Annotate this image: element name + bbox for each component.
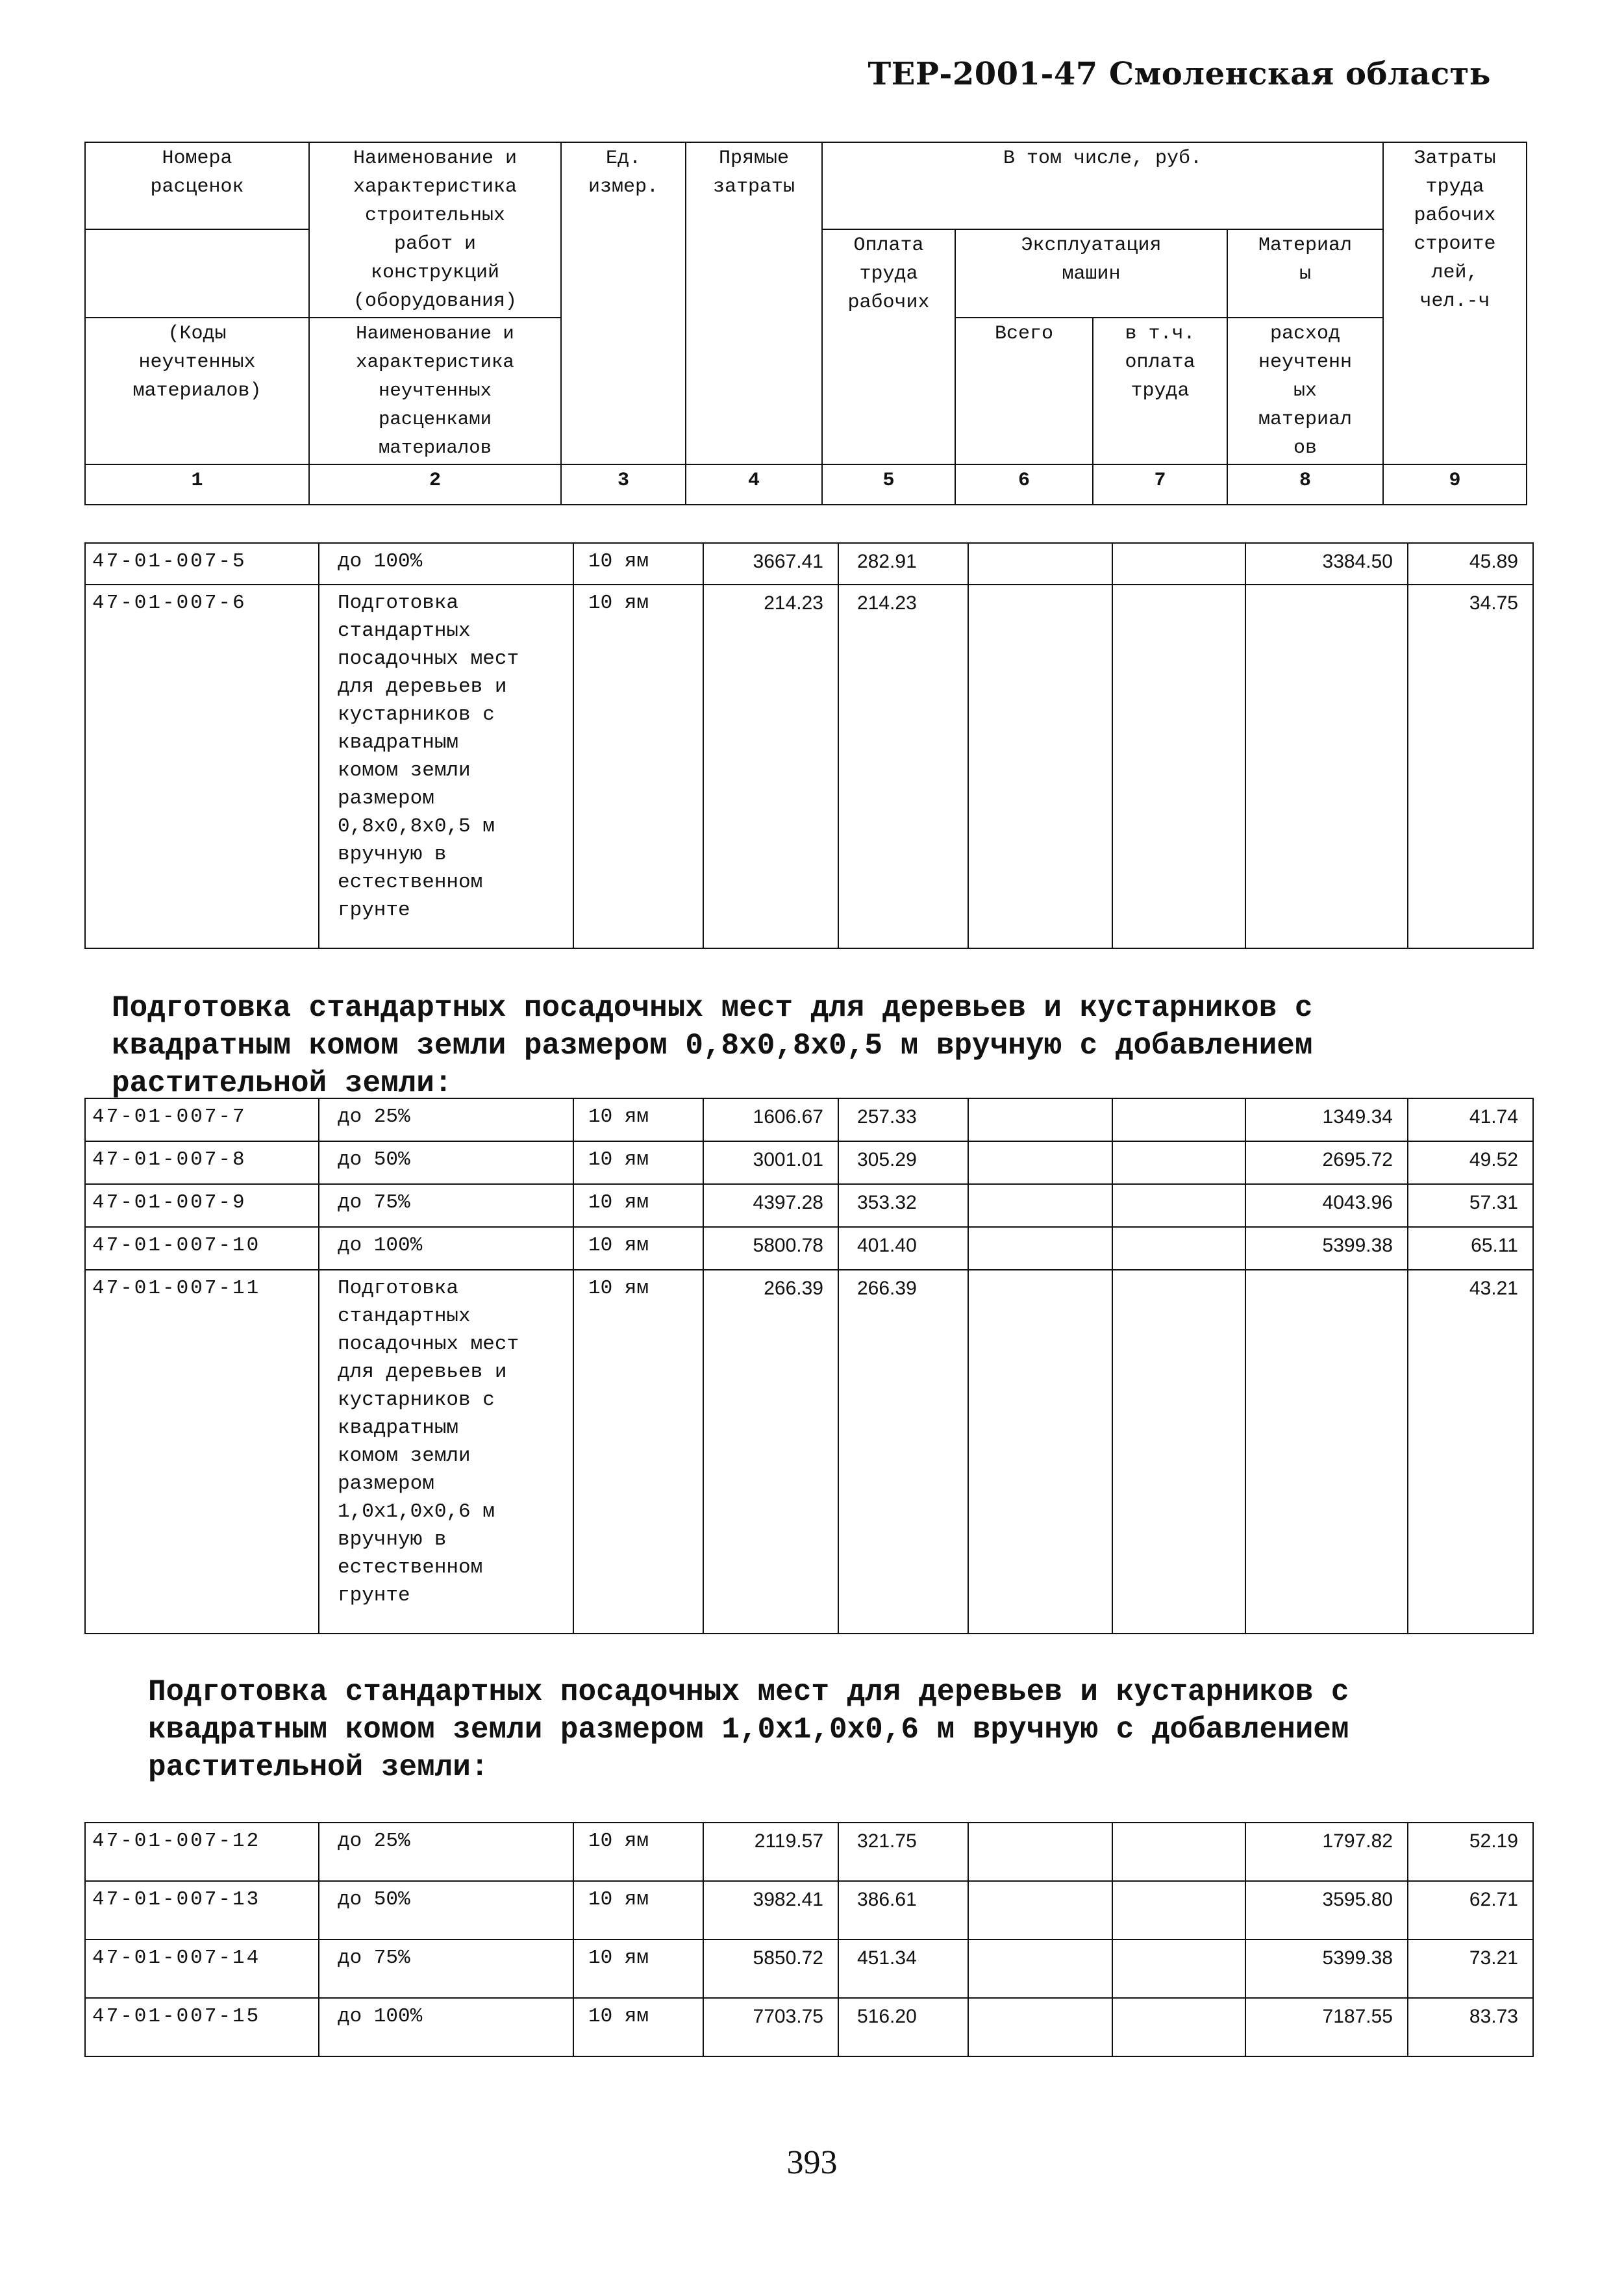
wages: 305.29 xyxy=(838,1141,968,1184)
rate-name: до 50% xyxy=(319,1881,573,1940)
materials: 1797.82 xyxy=(1245,1823,1408,1881)
labor-costs: 49.52 xyxy=(1408,1141,1533,1184)
page-number: 393 xyxy=(786,2144,838,2181)
machines-total xyxy=(968,1098,1112,1141)
rate-unit: 10 ям xyxy=(573,1270,703,1634)
wages: 214.23 xyxy=(838,585,968,948)
column-number: 7 xyxy=(1093,464,1227,505)
header-labor-costs: Затраты труда рабочих строите лей, чел.-ч xyxy=(1383,142,1527,464)
column-number: 4 xyxy=(686,464,822,505)
machines-wages xyxy=(1112,585,1245,948)
column-number: 2 xyxy=(309,464,561,505)
table-row xyxy=(85,1227,1533,1270)
rate-name: до 75% xyxy=(319,1940,573,1998)
direct-costs: 7703.75 xyxy=(703,1998,838,2056)
table-row xyxy=(85,1940,1533,1998)
machines-wages xyxy=(1112,1881,1245,1940)
direct-costs: 5850.72 xyxy=(703,1940,838,1998)
machines-total xyxy=(968,1184,1112,1227)
column-number: 8 xyxy=(1227,464,1383,505)
rate-code: 47-01-007-8 xyxy=(85,1141,319,1184)
machines-wages xyxy=(1112,1141,1245,1184)
rate-code: 47-01-007-7 xyxy=(85,1098,319,1141)
header-material-codes: (Коды неучтенных материалов) xyxy=(85,318,309,464)
rate-unit: 10 ям xyxy=(573,1141,703,1184)
direct-costs: 4397.28 xyxy=(703,1184,838,1227)
direct-costs: 5800.78 xyxy=(703,1227,838,1270)
table-row xyxy=(85,1270,1533,1634)
labor-costs: 73.21 xyxy=(1408,1940,1533,1998)
table-row xyxy=(85,1881,1533,1940)
rate-code: 47-01-007-15 xyxy=(85,1998,319,2056)
labor-costs: 65.11 xyxy=(1408,1227,1533,1270)
column-number: 3 xyxy=(561,464,686,505)
wages: 282.91 xyxy=(838,543,968,585)
materials: 1349.34 xyxy=(1245,1098,1408,1141)
rate-code: 47-01-007-5 xyxy=(85,543,319,585)
wages: 257.33 xyxy=(838,1098,968,1141)
section-heading-1: Подготовка стандартных посадочных мест для деревьев и кустарников с квадратным комом земли размером 0,8х0,8х0,5 м вручную с добавлением растительной земли: xyxy=(112,991,1313,1100)
labor-costs: 34.75 xyxy=(1408,585,1533,948)
machines-wages xyxy=(1112,1227,1245,1270)
rate-name: до 100% xyxy=(319,1998,573,2056)
machines-total xyxy=(968,1940,1112,1998)
rate-unit: 10 ям xyxy=(573,1940,703,1998)
header-material-name: Наименование и характеристика неучтенных расценками материалов xyxy=(309,318,561,464)
rate-name: до 25% xyxy=(319,1098,573,1141)
header-including-group: В том числе, руб. xyxy=(822,142,1383,229)
materials: 7187.55 xyxy=(1245,1998,1408,2056)
rate-name: до 75% xyxy=(319,1184,573,1227)
column-header-table xyxy=(84,142,1527,505)
column-number: 5 xyxy=(822,464,955,505)
rate-unit: 10 ям xyxy=(573,1823,703,1881)
header-direct-costs: Прямые затраты xyxy=(686,142,822,464)
header-materials-consumption: расход неучтенн ых материал ов xyxy=(1227,318,1383,464)
header-unit: Ед. измер. xyxy=(561,142,686,464)
rate-unit: 10 ям xyxy=(573,1998,703,2056)
machines-wages xyxy=(1112,1270,1245,1634)
direct-costs: 2119.57 xyxy=(703,1823,838,1881)
labor-costs: 57.31 xyxy=(1408,1184,1533,1227)
materials: 3384.50 xyxy=(1245,543,1408,585)
table-row xyxy=(85,1141,1533,1184)
direct-costs: 3001.01 xyxy=(703,1141,838,1184)
section-heading-2: Подготовка стандартных посадочных мест для деревьев и кустарников с квадратным комом земли размером 1,0х1,0х0,6 м вручную с добавлением растительной земли: xyxy=(148,1675,1349,1784)
rate-code: 47-01-007-13 xyxy=(85,1881,319,1940)
header-materials: Материал ы xyxy=(1227,229,1383,318)
table-row xyxy=(85,1184,1533,1227)
document-title: ТЕР-2001-47 Смоленская область xyxy=(868,56,1491,92)
direct-costs: 266.39 xyxy=(703,1270,838,1634)
rate-code: 47-01-007-10 xyxy=(85,1227,319,1270)
table-row xyxy=(85,1998,1533,2056)
machines-total xyxy=(968,1141,1112,1184)
rate-code: 47-01-007-9 xyxy=(85,1184,319,1227)
machines-total xyxy=(968,585,1112,948)
labor-costs: 62.71 xyxy=(1408,1881,1533,1940)
wages: 401.40 xyxy=(838,1227,968,1270)
machines-wages xyxy=(1112,1940,1245,1998)
machines-wages xyxy=(1112,1823,1245,1881)
rate-code: 47-01-007-6 xyxy=(85,585,319,948)
header-machines: Эксплуатация машин xyxy=(955,229,1227,318)
labor-costs: 41.74 xyxy=(1408,1098,1533,1141)
rate-code: 47-01-007-11 xyxy=(85,1270,319,1634)
header-machines-wages: в т.ч. оплата труда xyxy=(1093,318,1227,464)
direct-costs: 3982.41 xyxy=(703,1881,838,1940)
rate-name: до 100% xyxy=(319,543,573,585)
machines-total xyxy=(968,1270,1112,1634)
rate-code: 47-01-007-12 xyxy=(85,1823,319,1881)
table-row xyxy=(85,543,1533,585)
machines-total xyxy=(968,543,1112,585)
machines-total xyxy=(968,1227,1112,1270)
rate-unit: 10 ям xyxy=(573,1227,703,1270)
column-number: 9 xyxy=(1383,464,1527,505)
wages: 451.34 xyxy=(838,1940,968,1998)
rates-table-1 xyxy=(84,542,1534,949)
wages: 516.20 xyxy=(838,1998,968,2056)
rate-unit: 10 ям xyxy=(573,1184,703,1227)
table-row xyxy=(85,1098,1533,1141)
header-wages: Оплата труда рабочих xyxy=(822,229,955,464)
machines-wages xyxy=(1112,1184,1245,1227)
wages: 321.75 xyxy=(838,1823,968,1881)
machines-total xyxy=(968,1998,1112,2056)
materials xyxy=(1245,1270,1408,1634)
column-number: 6 xyxy=(955,464,1093,505)
labor-costs: 83.73 xyxy=(1408,1998,1533,2056)
materials xyxy=(1245,585,1408,948)
machines-wages xyxy=(1112,543,1245,585)
rate-code: 47-01-007-14 xyxy=(85,1940,319,1998)
machines-total xyxy=(968,1823,1112,1881)
table-row xyxy=(85,585,1533,948)
direct-costs: 214.23 xyxy=(703,585,838,948)
machines-total xyxy=(968,1881,1112,1940)
materials: 4043.96 xyxy=(1245,1184,1408,1227)
wages: 353.32 xyxy=(838,1184,968,1227)
rate-name: Подготовка стандартных посадочных мест для деревьев и кустарников с квадратным комом земли размером 0,8х0,8х0,5 м вручную в естественном грунте xyxy=(319,585,573,948)
rate-name: Подготовка стандартных посадочных мест для деревьев и кустарников с квадратным комом земли размером 1,0х1,0х0,6 м вручную в естественном грунте xyxy=(319,1270,573,1634)
rate-name: до 25% xyxy=(319,1823,573,1881)
materials: 5399.38 xyxy=(1245,1940,1408,1998)
labor-costs: 45.89 xyxy=(1408,543,1533,585)
labor-costs: 52.19 xyxy=(1408,1823,1533,1881)
header-codes: Номера расценок xyxy=(85,142,309,229)
materials: 2695.72 xyxy=(1245,1141,1408,1184)
rates-table-3 xyxy=(84,1822,1534,2057)
rate-unit: 10 ям xyxy=(573,543,703,585)
machines-wages xyxy=(1112,1098,1245,1141)
table-row xyxy=(85,1823,1533,1881)
rate-unit: 10 ям xyxy=(573,585,703,948)
labor-costs: 43.21 xyxy=(1408,1270,1533,1634)
header-name: Наименование и характеристика строительных работ и конструкций (оборудования) xyxy=(309,142,561,318)
rate-name: до 50% xyxy=(319,1141,573,1184)
header-machines-total: Всего xyxy=(955,318,1093,464)
wages: 386.61 xyxy=(838,1881,968,1940)
rate-unit: 10 ям xyxy=(573,1098,703,1141)
column-number: 1 xyxy=(85,464,309,505)
rate-name: до 100% xyxy=(319,1227,573,1270)
rate-unit: 10 ям xyxy=(573,1881,703,1940)
wages: 266.39 xyxy=(838,1270,968,1634)
materials: 5399.38 xyxy=(1245,1227,1408,1270)
materials: 3595.80 xyxy=(1245,1881,1408,1940)
direct-costs: 3667.41 xyxy=(703,543,838,585)
machines-wages xyxy=(1112,1998,1245,2056)
direct-costs: 1606.67 xyxy=(703,1098,838,1141)
rates-table-2 xyxy=(84,1098,1534,1634)
